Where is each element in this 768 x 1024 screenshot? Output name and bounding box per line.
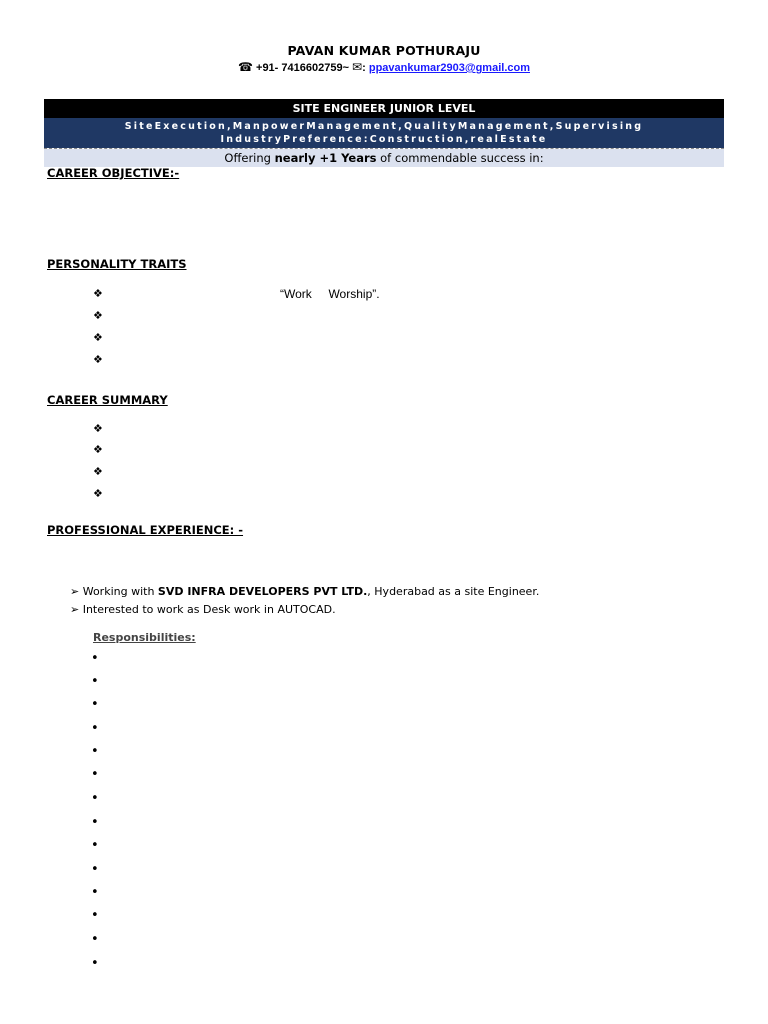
email-separator: : xyxy=(362,62,366,74)
responsibilities-heading: Responsibilities: xyxy=(93,631,196,644)
round-bullet-icon: • xyxy=(91,721,99,736)
arrow-bullet-icon: ➢ xyxy=(70,585,83,598)
personality-quote: “Work Worship”. xyxy=(280,287,380,301)
job-title-banner: SITE ENGINEER JUNIOR LEVEL xyxy=(44,99,724,118)
skills-banner xyxy=(44,118,724,148)
candidate-name: PAVAN KUMAR POTHURAJU xyxy=(287,43,481,58)
email-link[interactable]: ppavankumar2903@gmail.com xyxy=(368,62,530,74)
round-bullet-icon: • xyxy=(91,885,99,900)
round-bullet-icon: • xyxy=(91,651,99,666)
diamond-bullet-icon: ❖ xyxy=(93,443,103,456)
career-summary-heading: CAREER SUMMARY xyxy=(47,393,168,407)
experience-line-employer xyxy=(70,585,539,598)
diamond-bullet-icon: ❖ xyxy=(93,487,103,500)
phone-number: +91- 7416602759~ xyxy=(256,62,349,74)
round-bullet-icon: • xyxy=(91,838,99,853)
employer-suffix: , Hyderabad as a site Engineer. xyxy=(367,585,540,598)
diamond-bullet-icon: ❖ xyxy=(93,353,103,366)
diamond-bullet-icon: ❖ xyxy=(93,287,103,300)
diamond-bullet-icon: ❖ xyxy=(93,331,103,344)
round-bullet-icon: • xyxy=(91,932,99,947)
career-objective-heading: CAREER OBJECTIVE:- xyxy=(47,166,180,180)
diamond-bullet-icon: ❖ xyxy=(93,422,103,435)
round-bullet-icon: • xyxy=(91,862,99,877)
contact-line xyxy=(0,60,768,74)
personality-traits-heading: PERSONALITY TRAITS xyxy=(47,257,187,271)
diamond-bullet-icon: ❖ xyxy=(93,309,103,322)
diamond-bullet-icon: ❖ xyxy=(93,465,103,478)
round-bullet-icon: • xyxy=(91,744,99,759)
round-bullet-icon: • xyxy=(91,791,99,806)
employer-name: SVD INFRA DEVELOPERS PVT LTD. xyxy=(157,585,368,598)
offering-line xyxy=(44,149,724,167)
industry-preference-line: IndustryPreference:Construction,realEstate xyxy=(220,134,548,145)
envelope-icon: ✉ xyxy=(352,60,363,74)
round-bullet-icon: • xyxy=(91,674,99,689)
telephone-icon: ☎ xyxy=(238,60,253,74)
skills-line: SiteExecution,ManpowerManagement,QualityManagement,Supervising xyxy=(124,121,644,132)
round-bullet-icon: • xyxy=(91,815,99,830)
round-bullet-icon: • xyxy=(91,767,99,782)
interest-text: Interested to work as Desk work in AUTOCAD. xyxy=(82,603,336,616)
round-bullet-icon: • xyxy=(91,908,99,923)
offering-years: nearly +1 Years xyxy=(274,151,377,165)
offering-suffix: of commendable success in: xyxy=(376,151,544,165)
experience-line-interest xyxy=(70,603,336,616)
arrow-bullet-icon: ➢ xyxy=(70,603,83,616)
offering-prefix: Offering xyxy=(224,151,275,165)
professional-experience-heading: PROFESSIONAL EXPERIENCE: - xyxy=(47,523,244,537)
employer-prefix: Working with xyxy=(82,585,158,598)
round-bullet-icon: • xyxy=(91,956,99,971)
round-bullet-icon: • xyxy=(91,697,99,712)
